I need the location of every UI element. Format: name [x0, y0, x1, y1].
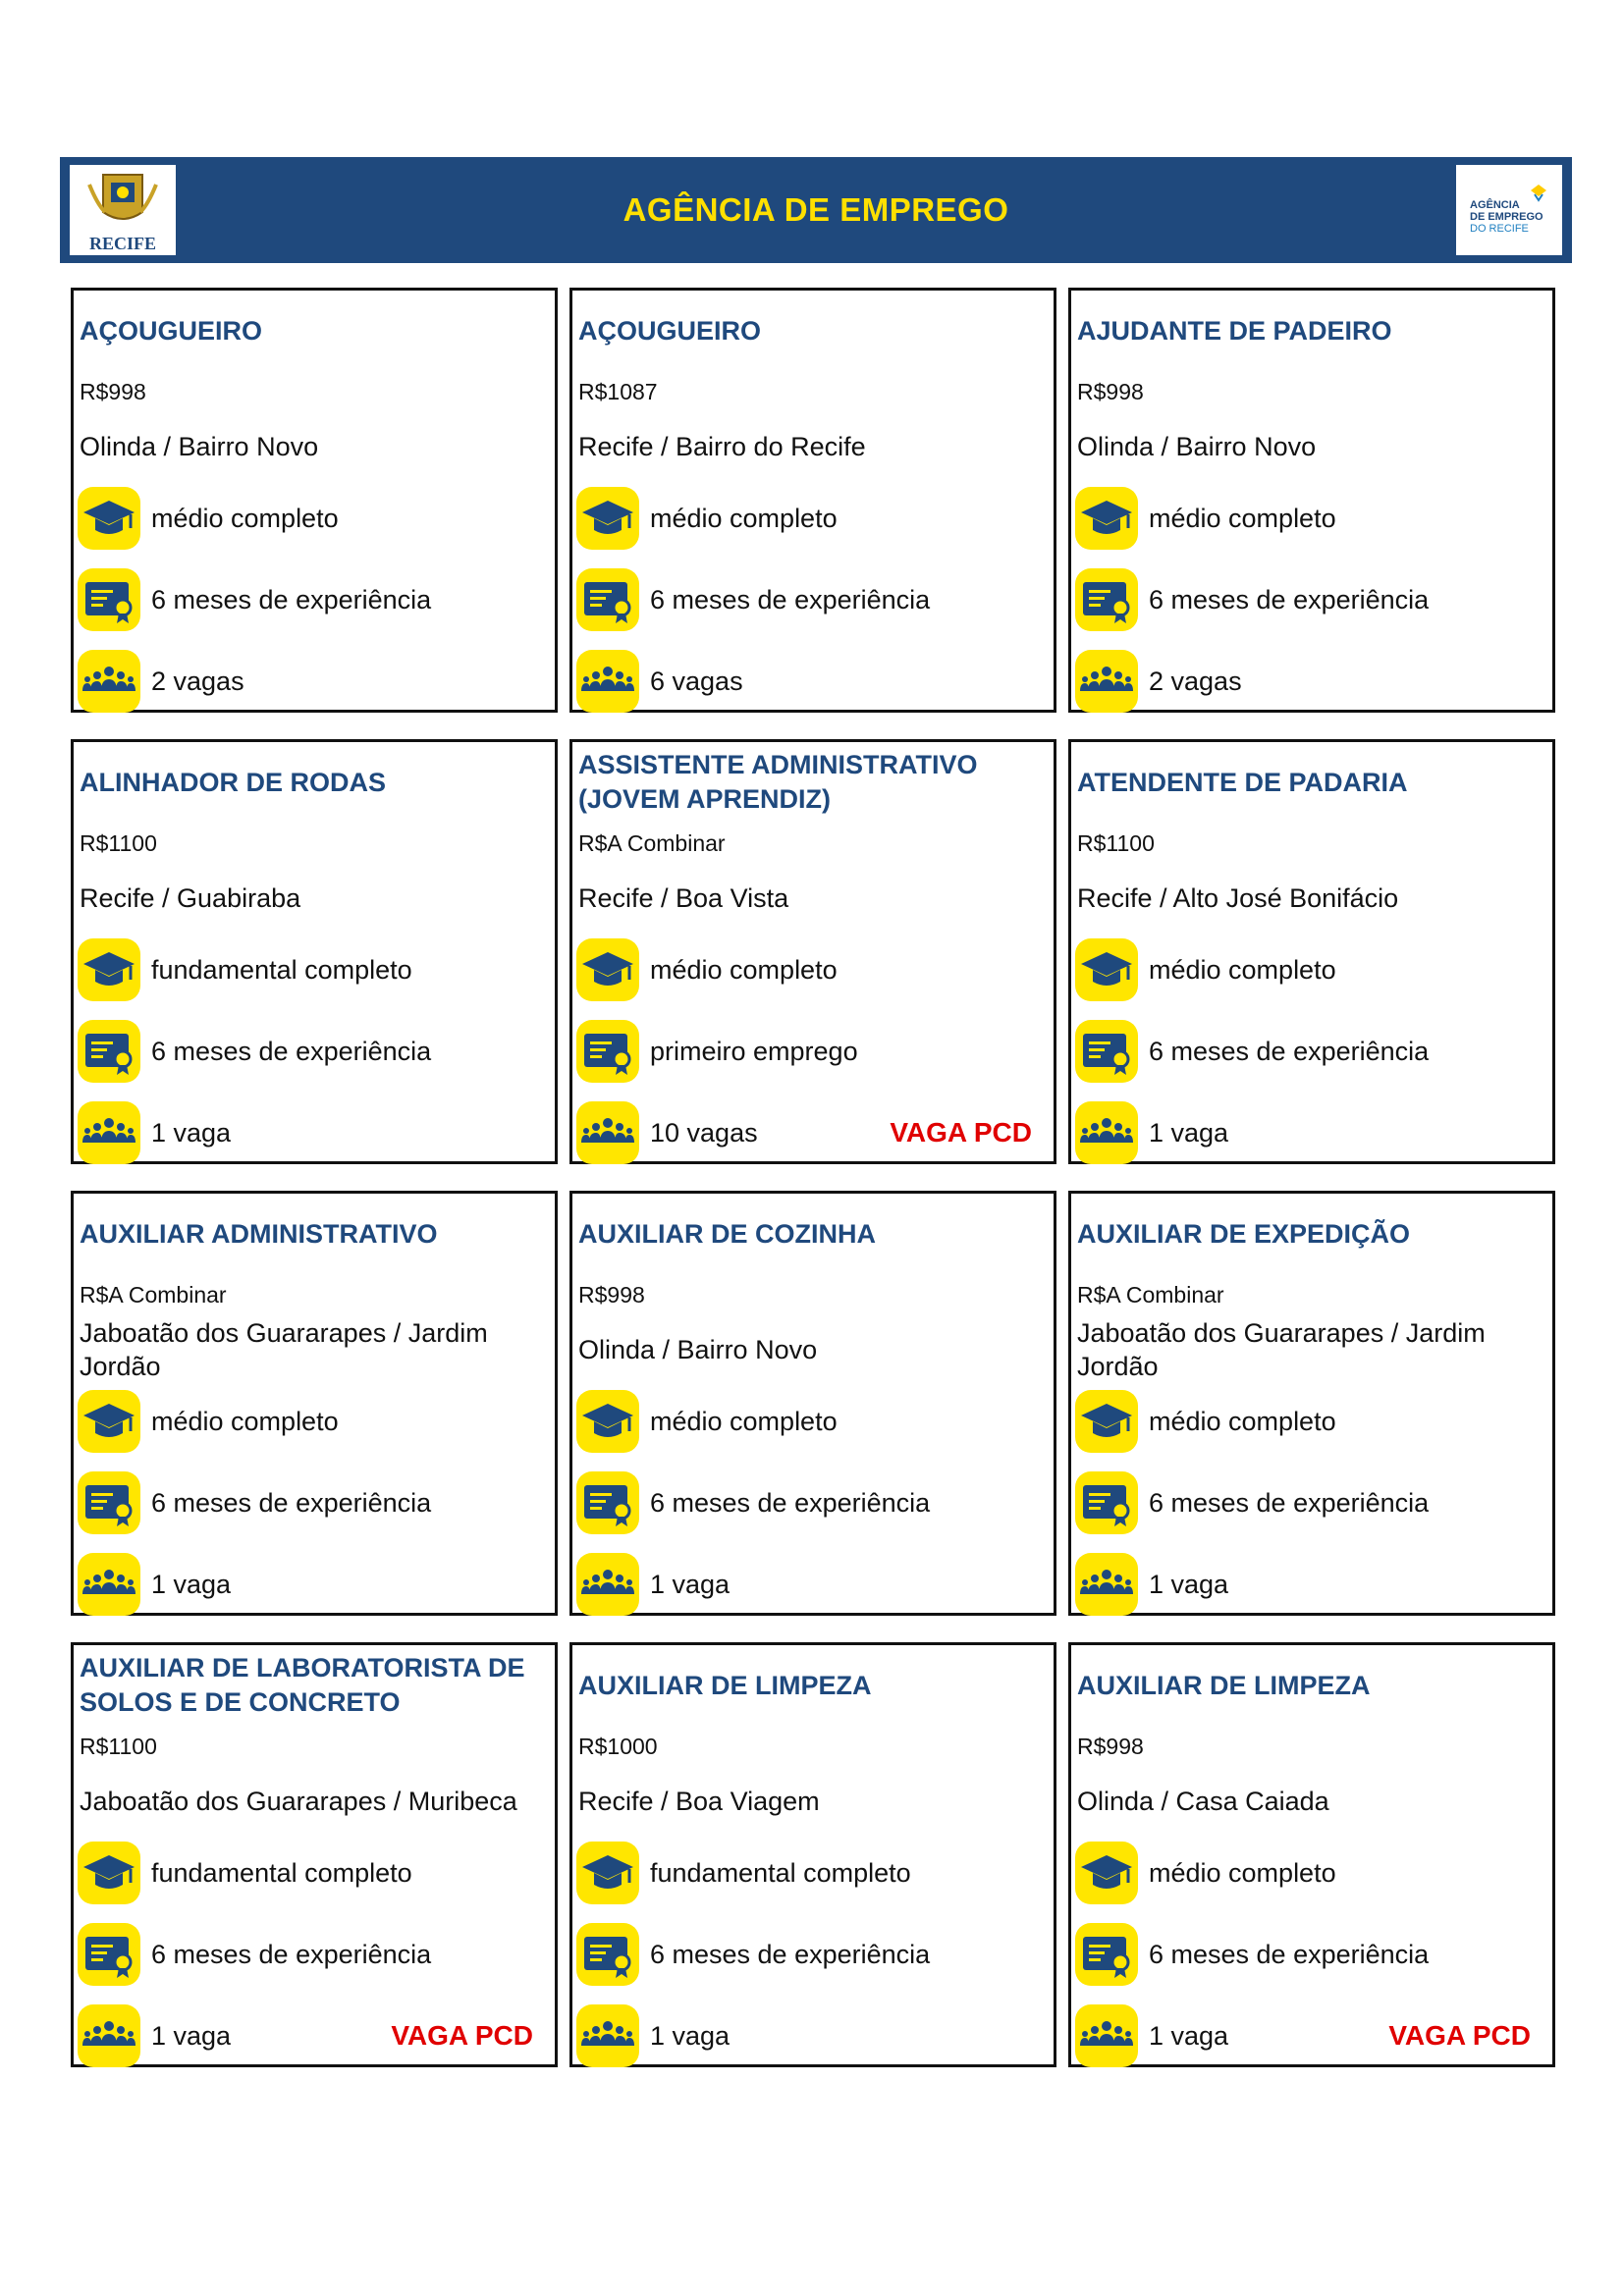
vacancies-text: 1 vaga — [650, 1570, 731, 1599]
people-group-icon — [78, 1101, 140, 1164]
job-card — [1068, 1191, 1555, 1616]
education-text: médio completo — [1149, 955, 1336, 985]
experience-row — [1075, 568, 1546, 633]
certificate-icon — [78, 568, 140, 631]
people-group-icon — [576, 650, 639, 713]
svg-text:RECIFE: RECIFE — [88, 234, 157, 253]
education-text: fundamental completo — [151, 955, 412, 985]
page-header — [60, 157, 1572, 263]
job-location: Jaboatão dos Guararapes / Jardim Jordão — [1077, 1318, 1486, 1381]
education-row — [78, 1390, 549, 1455]
job-location: Recife / Alto José Bonifácio — [1077, 883, 1399, 913]
experience-row — [78, 1020, 549, 1085]
education-text: médio completo — [1149, 504, 1336, 533]
experience-row — [576, 1471, 1048, 1536]
vacancies-text: 1 vaga — [1149, 2021, 1229, 2051]
certificate-icon — [78, 1471, 140, 1534]
graduation-cap-icon — [78, 938, 140, 1001]
education-text: médio completo — [1149, 1858, 1336, 1888]
vacancies-text: 1 vaga — [151, 1118, 232, 1148]
certificate-icon — [78, 1020, 140, 1083]
job-salary: R$998 — [578, 1282, 645, 1308]
job-card — [1068, 288, 1555, 713]
people-group-icon — [1075, 1101, 1138, 1164]
experience-text: 6 meses de experiência — [151, 1940, 432, 1969]
job-location: Jaboatão dos Guararapes / Muribeca — [80, 1787, 517, 1816]
certificate-icon — [1075, 1020, 1138, 1083]
experience-row — [1075, 1020, 1546, 1085]
vacancies-text: 2 vagas — [1149, 667, 1242, 696]
experience-row — [78, 1923, 549, 1988]
experience-text: 6 meses de experiência — [151, 1037, 432, 1066]
vacancies-row — [1075, 2004, 1546, 2069]
education-row — [78, 1842, 549, 1906]
job-location: Olinda / Casa Caiada — [1077, 1787, 1329, 1816]
certificate-icon — [576, 1923, 639, 1986]
people-group-icon — [78, 1553, 140, 1616]
graduation-cap-icon — [576, 487, 639, 550]
experience-text: 6 meses de experiência — [1149, 585, 1430, 614]
job-card — [569, 739, 1056, 1164]
page-title: AGÊNCIA DE EMPREGO — [623, 191, 1009, 228]
pcd-badge: VAGA PCD — [890, 1117, 1032, 1148]
job-salary: R$A Combinar — [1077, 1282, 1224, 1308]
education-text: médio completo — [151, 504, 339, 533]
job-location: Recife / Boa Vista — [578, 883, 789, 913]
graduation-cap-icon — [576, 1390, 639, 1453]
job-title: AJUDANTE DE PADEIRO — [1077, 315, 1392, 346]
job-salary: R$1100 — [80, 830, 157, 856]
job-card — [1068, 739, 1555, 1164]
job-card — [71, 288, 558, 713]
job-card — [71, 739, 558, 1164]
people-group-icon — [1075, 1553, 1138, 1616]
job-salary: R$1000 — [578, 1734, 658, 1759]
job-location: Olinda / Bairro Novo — [578, 1335, 818, 1364]
education-row — [1075, 487, 1546, 552]
graduation-cap-icon — [78, 1390, 140, 1453]
education-text: médio completo — [1149, 1407, 1336, 1436]
job-salary: R$998 — [1077, 379, 1144, 404]
job-title: AUXILIAR ADMINISTRATIVO — [80, 1218, 438, 1249]
job-salary: R$998 — [80, 379, 146, 404]
pcd-badge: VAGA PCD — [1388, 2020, 1531, 2051]
graduation-cap-icon — [1075, 938, 1138, 1001]
people-group-icon — [576, 1553, 639, 1616]
experience-text: 6 meses de experiência — [151, 585, 432, 614]
experience-text: 6 meses de experiência — [1149, 1488, 1430, 1518]
education-row — [1075, 1390, 1546, 1455]
vacancies-row — [576, 1553, 1048, 1618]
vacancies-row — [1075, 650, 1546, 715]
experience-row — [576, 568, 1048, 633]
experience-text: 6 meses de experiência — [151, 1488, 432, 1518]
vacancies-text: 1 vaga — [650, 2021, 731, 2051]
job-title: AUXILIAR DE LIMPEZA — [1077, 1670, 1371, 1700]
vacancies-row — [1075, 1553, 1546, 1618]
job-location: Olinda / Bairro Novo — [80, 432, 319, 461]
vacancies-text: 1 vaga — [151, 1570, 232, 1599]
job-location: Recife / Boa Viagem — [578, 1787, 820, 1816]
graduation-cap-icon — [78, 1842, 140, 1904]
experience-text: 6 meses de experiência — [650, 585, 931, 614]
people-group-icon — [78, 650, 140, 713]
svg-text:DE EMPREGO: DE EMPREGO — [1470, 211, 1543, 223]
graduation-cap-icon — [1075, 487, 1138, 550]
education-text: fundamental completo — [650, 1858, 911, 1888]
vacancies-text: 6 vagas — [650, 667, 743, 696]
job-salary: R$A Combinar — [578, 830, 726, 856]
vacancies-row — [1075, 1101, 1546, 1166]
job-title: AUXILIAR DE LABORATORISTA DE SOLOS E DE CONCRETO — [80, 1653, 525, 1717]
experience-text: 6 meses de experiência — [650, 1940, 931, 1969]
job-salary: R$1087 — [578, 379, 658, 404]
certificate-icon — [1075, 1923, 1138, 1986]
graduation-cap-icon — [1075, 1842, 1138, 1904]
graduation-cap-icon — [1075, 1390, 1138, 1453]
education-text: médio completo — [650, 955, 838, 985]
certificate-icon — [1075, 568, 1138, 631]
education-row — [576, 1842, 1048, 1906]
job-title: ATENDENTE DE PADARIA — [1077, 767, 1408, 797]
experience-row — [576, 1020, 1048, 1085]
vacancies-text: 10 vagas — [650, 1118, 758, 1148]
education-row — [576, 487, 1048, 552]
vacancies-text: 1 vaga — [1149, 1118, 1229, 1148]
svg-text:AGÊNCIA: AGÊNCIA — [1470, 199, 1520, 211]
job-title: AÇOUGUEIRO — [80, 315, 263, 346]
certificate-icon — [576, 1471, 639, 1534]
job-title: AUXILIAR DE COZINHA — [578, 1218, 876, 1249]
job-card — [569, 1191, 1056, 1616]
graduation-cap-icon — [576, 1842, 639, 1904]
job-card — [569, 288, 1056, 713]
vacancies-row — [576, 1101, 1048, 1166]
vacancies-row — [576, 650, 1048, 715]
certificate-icon — [576, 568, 639, 631]
job-salary: R$1100 — [80, 1734, 157, 1759]
certificate-icon — [78, 1923, 140, 1986]
vacancies-text: 1 vaga — [151, 2021, 232, 2051]
education-row — [1075, 1842, 1546, 1906]
education-row — [78, 487, 549, 552]
education-row — [576, 1390, 1048, 1455]
vacancies-text: 2 vagas — [151, 667, 244, 696]
job-title: AÇOUGUEIRO — [578, 315, 762, 346]
job-title: ASSISTENTE ADMINISTRATIVO (JOVEM APRENDIZ) — [578, 750, 978, 814]
education-row — [576, 938, 1048, 1003]
job-title: AUXILIAR DE LIMPEZA — [578, 1670, 872, 1700]
job-card — [71, 1642, 558, 2067]
education-text: médio completo — [650, 1407, 838, 1436]
job-location: Olinda / Bairro Novo — [1077, 432, 1317, 461]
job-salary: R$1100 — [1077, 830, 1155, 856]
job-location: Recife / Bairro do Recife — [578, 432, 866, 461]
graduation-cap-icon — [576, 938, 639, 1001]
education-text: médio completo — [650, 504, 838, 533]
job-salary: R$998 — [1077, 1734, 1144, 1759]
people-group-icon — [1075, 650, 1138, 713]
people-group-icon — [1075, 2004, 1138, 2067]
vacancies-text: 1 vaga — [1149, 1570, 1229, 1599]
job-card — [569, 1642, 1056, 2067]
job-location: Jaboatão dos Guararapes / Jardim Jordão — [80, 1318, 488, 1381]
job-title: AUXILIAR DE EXPEDIÇÃO — [1077, 1218, 1411, 1249]
vacancies-row — [78, 2004, 549, 2069]
vacancies-row — [78, 1553, 549, 1618]
agencia-emprego-logo — [1456, 165, 1562, 255]
experience-text: 6 meses de experiência — [650, 1488, 931, 1518]
job-salary: R$A Combinar — [80, 1282, 227, 1308]
vacancies-row — [78, 650, 549, 715]
education-row — [78, 938, 549, 1003]
pcd-badge: VAGA PCD — [391, 2020, 533, 2051]
education-row — [1075, 938, 1546, 1003]
people-group-icon — [576, 1101, 639, 1164]
education-text: fundamental completo — [151, 1858, 412, 1888]
experience-text: primeiro emprego — [650, 1037, 858, 1066]
job-title: ALINHADOR DE RODAS — [80, 767, 387, 797]
people-group-icon — [78, 2004, 140, 2067]
experience-row — [576, 1923, 1048, 1988]
education-text: médio completo — [151, 1407, 339, 1436]
job-card — [71, 1191, 558, 1616]
experience-row — [78, 568, 549, 633]
experience-row — [1075, 1923, 1546, 1988]
svg-text:DO RECIFE: DO RECIFE — [1470, 223, 1529, 235]
experience-text: 6 meses de experiência — [1149, 1940, 1430, 1969]
job-card — [1068, 1642, 1555, 2067]
experience-text: 6 meses de experiência — [1149, 1037, 1430, 1066]
job-location: Recife / Guabiraba — [80, 883, 301, 913]
certificate-icon — [576, 1020, 639, 1083]
certificate-icon — [1075, 1471, 1138, 1534]
vacancies-row — [78, 1101, 549, 1166]
people-group-icon — [576, 2004, 639, 2067]
graduation-cap-icon — [78, 487, 140, 550]
experience-row — [1075, 1471, 1546, 1536]
vacancies-row — [576, 2004, 1048, 2069]
experience-row — [78, 1471, 549, 1536]
